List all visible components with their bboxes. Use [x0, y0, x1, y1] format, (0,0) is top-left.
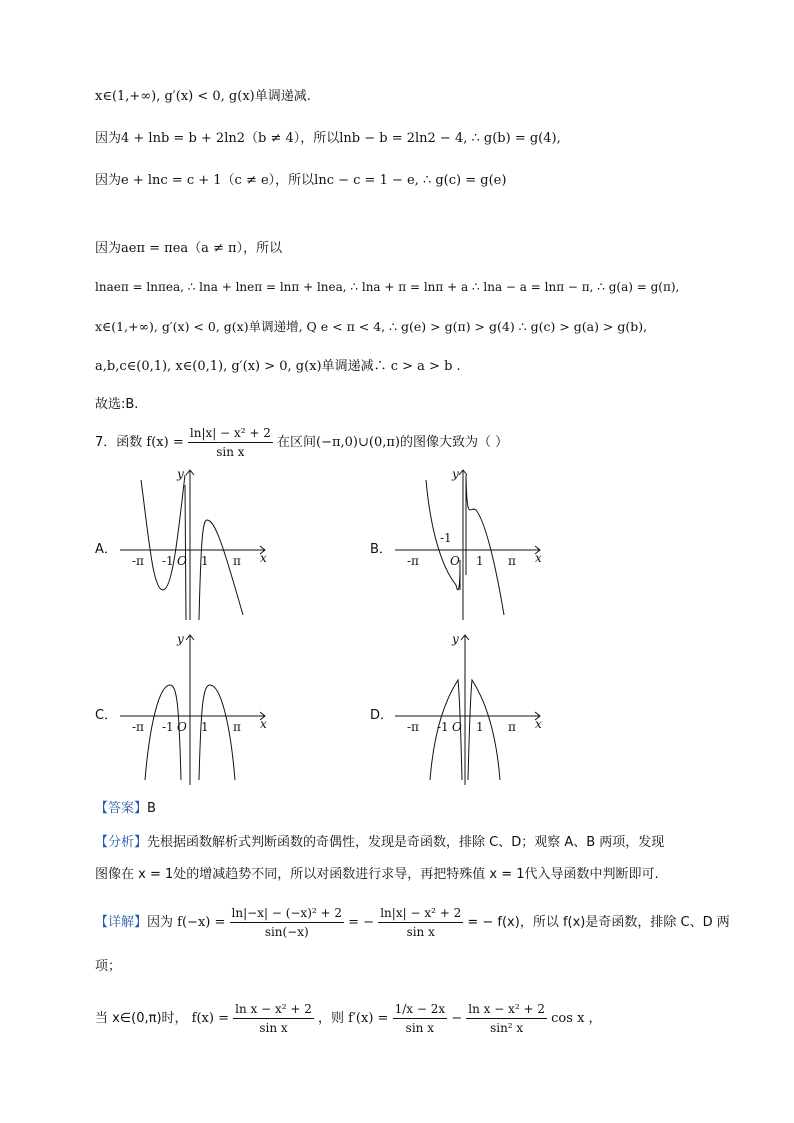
option-c-label: C．	[95, 708, 118, 723]
graph-d-label-y: y	[452, 632, 459, 646]
graph-d-label-x: x	[535, 717, 542, 731]
question-suffix: 在区间(−π,0)∪(0,π)的图像大致为（ ）	[277, 435, 509, 450]
analysis-line-1	[95, 834, 664, 852]
graph-b-label-one: 1	[476, 554, 484, 568]
option-d-label: D．	[370, 708, 394, 723]
detail-text-1: 因为	[147, 915, 174, 930]
derivative-minus: −	[451, 1011, 463, 1026]
graph-c-label-neg-one: -1	[162, 720, 174, 734]
graph-d-label-pi: π	[508, 720, 516, 734]
solution-line-7: a,b,c∈(0,1), x∈(0,1), g′(x) > 0, g(x)单调递减∴ c > a > b .	[95, 359, 461, 374]
graph-c-label-origin: O	[177, 720, 187, 734]
question-7	[95, 424, 508, 461]
question-fx: f(x) =	[146, 435, 184, 450]
graph-b-label-origin: O	[450, 554, 460, 568]
graph-b-label-neg-pi: -π	[407, 554, 419, 568]
graph-b-curve-right	[466, 475, 504, 615]
solution-line-8: 故选:B.	[95, 397, 139, 412]
detail-fraction-1	[230, 904, 344, 941]
option-b-label: B．	[370, 542, 392, 557]
derivative-numerator-1: ln x − x² + 2	[233, 1000, 314, 1019]
derivative-fx: f(x) =	[191, 1011, 229, 1026]
graph-b-label-neg-one: -1	[440, 531, 452, 545]
graph-b-label-x: x	[535, 551, 542, 565]
derivative-numerator-2: 1/x − 2x	[393, 1000, 448, 1019]
solution-line-4: 因为aeπ = πea（a ≠ π），所以	[95, 241, 283, 256]
answer-line	[95, 800, 156, 818]
graph-b	[390, 465, 550, 625]
derivative-numerator-3: ln x − x² + 2	[466, 1000, 547, 1019]
solution-line-5: lnaeπ = lnπea, ∴ lna + lneπ = lnπ + lnea, ∴ lna + π = lnπ + a ∴ lna − a = lnπ − π, ∴ g(a) = g(π),	[95, 280, 680, 294]
detail-numerator-1: ln|−x| − (−x)² + 2	[230, 904, 344, 923]
answer-value: B	[147, 801, 156, 816]
derivative-fraction-2	[393, 1000, 448, 1037]
graph-a-label-pi: π	[233, 554, 241, 568]
derivative-text-1: 当 x∈(0,π)时，	[95, 1011, 188, 1026]
analysis-line-2: 图像在 x = 1处的增减趋势不同，所以对函数进行求导，再把特殊值 x = 1代入导函数中判断即可.	[95, 867, 659, 882]
derivative-fraction-3	[466, 1000, 547, 1037]
graph-d-label-origin: O	[452, 720, 462, 734]
graph-d-curve-right	[468, 680, 500, 780]
detail-text-2: = − f(x)，所以 f(x)是奇函数，排除 C、D 两	[467, 915, 730, 930]
graph-c-label-y: y	[177, 632, 184, 646]
derivative-denominator-2: sin x	[405, 1021, 434, 1035]
graph-c-label-pi: π	[233, 720, 241, 734]
detail-numerator-2: ln|x| − x² + 2	[378, 904, 463, 923]
graph-d-label-neg-pi: -π	[407, 720, 419, 734]
solution-line-1: x∈(1,+∞), g′(x) < 0, g(x)单调递减.	[95, 89, 311, 104]
detail-line-1	[95, 904, 730, 941]
graph-a-curve-left	[141, 475, 185, 590]
graph-a-label-y: y	[177, 467, 184, 481]
detail-denominator-2: sin x	[406, 925, 435, 939]
graph-c-label-neg-pi: -π	[132, 720, 144, 734]
derivative-text-3: cos x ，	[551, 1011, 602, 1026]
detail-f-neg: f(−x) =	[177, 915, 226, 930]
graph-c	[115, 630, 275, 790]
graph-a-label-neg-pi: -π	[132, 554, 144, 568]
analysis-tag: 【分析】	[95, 835, 148, 850]
graph-a-curve-right	[199, 520, 243, 620]
detail-fraction-2	[378, 904, 463, 941]
solution-line-3: 因为e + lnc = c + 1（c ≠ e），所以lnc − c = 1 − e, ∴ g(c) = g(e)	[95, 173, 507, 188]
graph-b-label-pi: π	[508, 554, 516, 568]
answer-tag: 【答案】	[95, 801, 148, 816]
solution-line-2: 因为4 + lnb = b + 2ln2（b ≠ 4），所以lnb − b = 2ln2 − 4, ∴ g(b) = g(4),	[95, 131, 561, 146]
graph-d	[390, 630, 550, 790]
question-denominator: sin x	[216, 445, 245, 459]
graph-a-label-one: 1	[201, 554, 209, 568]
question-fraction	[188, 424, 273, 461]
derivative-line	[95, 1000, 602, 1037]
graph-a-label-origin: O	[177, 554, 187, 568]
analysis-text-1: 先根据函数解析式判断函数的奇偶性，发现是奇函数，排除 C、D；观察 A、B 两项，发现	[147, 835, 665, 850]
graph-b-label-y: y	[452, 467, 459, 481]
option-a-label: A．	[95, 542, 117, 557]
derivative-fpx: f′(x) =	[348, 1011, 389, 1026]
derivative-denominator-1: sin x	[259, 1021, 288, 1035]
graph-c-label-x: x	[260, 717, 267, 731]
detail-denominator-1: sin(−x)	[264, 925, 309, 939]
solution-line-6: x∈(1,+∞), g′(x) < 0, g(x)单调递增, Q e < π < 4, ∴ g(e) > g(π) > g(4) ∴ g(c) > g(a) > g(b),	[95, 319, 648, 334]
graph-a-label-x: x	[260, 551, 267, 565]
detail-tag: 【详解】	[95, 915, 148, 930]
graph-a	[115, 465, 275, 625]
graph-d-label-one: 1	[476, 720, 484, 734]
graph-c-label-one: 1	[201, 720, 209, 734]
graph-a-label-neg-one: -1	[162, 554, 174, 568]
detail-eq: = −	[348, 915, 375, 930]
question-numerator: ln|x| − x² + 2	[188, 424, 273, 443]
derivative-denominator-3: sin² x	[490, 1021, 524, 1035]
question-prefix: 7．函数	[95, 435, 143, 450]
graph-a-asymptote-left	[185, 485, 186, 620]
detail-line-2: 项；	[95, 959, 122, 974]
derivative-fraction-1	[233, 1000, 314, 1037]
graph-d-label-neg-one: -1	[437, 720, 449, 734]
derivative-text-2: ，则	[318, 1011, 345, 1026]
